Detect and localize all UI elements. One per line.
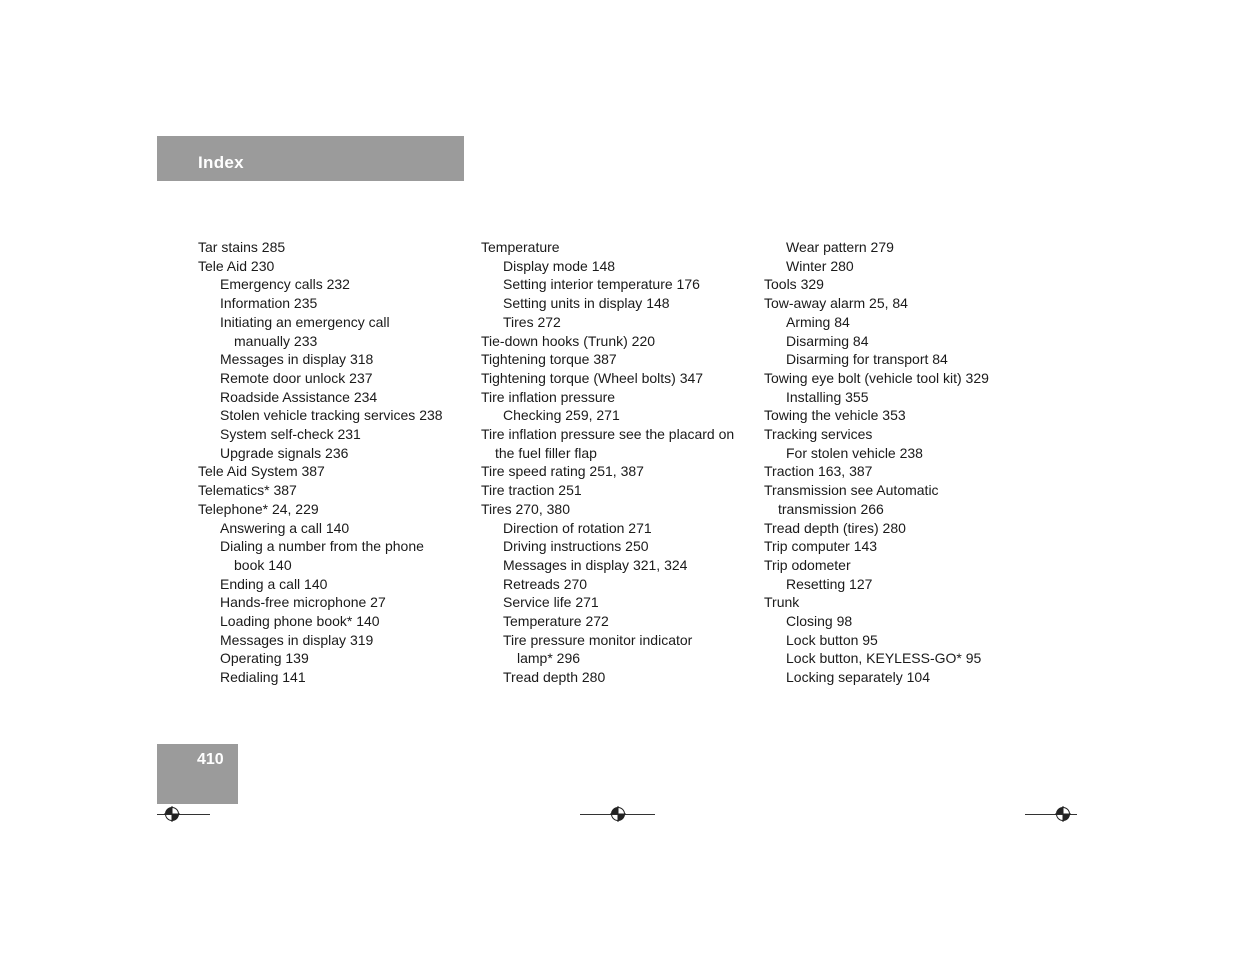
index-subentry (764, 631, 1039, 650)
index-entry (481, 238, 756, 257)
index-entry (481, 481, 756, 500)
index-entry (198, 481, 473, 500)
index-entry-continuation: transmission 266 (778, 500, 884, 517)
index-entry-text: Tightening torque (Wheel bolts) 347 (481, 369, 704, 386)
index-entry-text: Tread depth (tires) 280 (764, 519, 906, 536)
index-entry-continuation: lamp* 296 (517, 650, 581, 667)
index-entry-text: Temperature 272 (503, 613, 609, 630)
index-subentry (481, 519, 756, 538)
index-entry-text: Temperature (481, 239, 560, 255)
index-entry-text: Transmission see Automatic (764, 482, 939, 499)
index-subentry (764, 388, 1039, 407)
index-entry-text: Tightening torque 387 (481, 351, 617, 368)
index-entry (764, 537, 1039, 556)
index-subentry (764, 332, 1039, 351)
index-entry (481, 388, 756, 407)
index-entry-text: Display mode 148 (503, 257, 616, 274)
index-entry-text: Trunk (764, 594, 800, 611)
index-entry-text: Trip odometer (764, 556, 851, 573)
page-number: 410 (197, 751, 224, 768)
index-entry-text: Locking separately 104 (786, 669, 930, 686)
index-entry-text: Installing 355 (786, 388, 869, 405)
index-entry-text: Hands-free microphone 27 (220, 594, 386, 611)
page-title: Index (198, 153, 244, 172)
index-entry (198, 238, 473, 257)
index-entry-text: Tracking services (764, 426, 873, 443)
index-entry (764, 462, 1039, 481)
index-entry-text: Tire speed rating 251, 387 (481, 463, 644, 480)
index-entry (764, 593, 1039, 612)
registration-mark-icon (1025, 801, 1077, 823)
index-subentry (198, 313, 473, 350)
registration-mark-icon (580, 801, 655, 823)
index-entry-text: Emergency calls 232 (220, 276, 350, 293)
index-subentry (198, 444, 473, 463)
index-entry-text: Towing eye bolt (vehicle tool kit) 329 (764, 369, 989, 386)
index-subentry (481, 406, 756, 425)
index-entry-text: Initiating an emergency call (220, 313, 390, 330)
index-entry (481, 425, 756, 462)
index-subentry (481, 612, 756, 631)
index-entry-continuation: book 140 (234, 556, 292, 573)
index-entry-text: Setting units in display 148 (503, 295, 670, 312)
index-entry (764, 369, 1039, 388)
index-subentry (198, 369, 473, 388)
index-entry-text: Wear pattern 279 (786, 239, 894, 255)
index-entry-text: Messages in display 319 (220, 631, 374, 648)
index-subentry (764, 612, 1039, 631)
index-entry-text: Tires 270, 380 (481, 500, 570, 517)
index-entry-text: Remote door unlock 237 (220, 369, 373, 386)
index-entry (764, 556, 1039, 575)
registration-mark-icon (157, 801, 210, 823)
index-subentry (198, 649, 473, 668)
index-entry-text: Tire inflation pressure see the placard on (481, 426, 735, 443)
index-subentry (764, 350, 1039, 369)
index-entry-text: Tire traction 251 (481, 482, 582, 499)
index-entry-text: Retreads 270 (503, 575, 588, 592)
index-subentry (198, 612, 473, 631)
index-entry-text: Disarming 84 (786, 332, 869, 349)
index-subentry (481, 257, 756, 276)
index-subentry (481, 556, 756, 575)
index-entry-text: Resetting 127 (786, 575, 873, 592)
index-entry-text: Tools 329 (764, 276, 824, 293)
index-subentry (764, 575, 1039, 594)
index-subentry (198, 406, 473, 425)
index-subentry (481, 294, 756, 313)
index-entry (198, 462, 473, 481)
index-entry-continuation: the fuel filler flap (495, 444, 597, 461)
index-subentry (481, 668, 756, 687)
index-entry-text: Answering a call 140 (220, 519, 350, 536)
index-entry-text: Lock button, KEYLESS-GO* 95 (786, 650, 982, 667)
index-subentry (764, 444, 1039, 463)
page-number-box (157, 744, 238, 804)
index-entry-text: Tire pressure monitor indicator (503, 631, 693, 648)
index-subentry (481, 275, 756, 294)
index-entry-text: Redialing 141 (220, 669, 306, 686)
index-entry-text: Service life 271 (503, 594, 599, 611)
index-subentry (198, 388, 473, 407)
index-subentry (198, 593, 473, 612)
index-entry-text: Checking 259, 271 (503, 407, 620, 424)
index-subentry (481, 631, 756, 668)
index-subentry (764, 313, 1039, 332)
index-subentry (198, 350, 473, 369)
index-header (157, 136, 464, 181)
index-subentry (198, 668, 473, 687)
index-entry-text: Telephone* 24, 229 (198, 500, 319, 517)
index-subentry (481, 313, 756, 332)
index-entry-text: Messages in display 318 (220, 351, 374, 368)
index-entry (481, 500, 756, 519)
index-entry-text: Information 235 (220, 295, 318, 312)
index-column-2 (481, 238, 756, 687)
index-entry (481, 350, 756, 369)
index-entry (764, 481, 1039, 518)
index-entry-text: Tire inflation pressure (481, 388, 616, 405)
index-column-3 (764, 238, 1039, 687)
index-entry-text: Dialing a number from the phone (220, 538, 424, 555)
index-entry (764, 275, 1039, 294)
index-entry-text: Tow-away alarm 25, 84 (764, 295, 908, 312)
index-entry-text: Winter 280 (786, 257, 854, 274)
index-entry-text: Driving instructions 250 (503, 538, 649, 555)
index-subentry (198, 537, 473, 574)
index-entry-text: Telematics* 387 (198, 482, 297, 499)
index-subentry (481, 593, 756, 612)
index-entry-text: Upgrade signals 236 (220, 444, 349, 461)
index-entry-text: Loading phone book* 140 (220, 613, 380, 630)
index-subentry (764, 649, 1039, 668)
index-entry-text: Tele Aid 230 (198, 257, 275, 274)
index-entry (764, 425, 1039, 444)
index-subentry (481, 537, 756, 556)
index-subentry (764, 668, 1039, 687)
index-entry-text: Tires 272 (503, 313, 561, 330)
index-entry-text: Direction of rotation 271 (503, 519, 652, 536)
index-entry-text: Closing 98 (786, 613, 853, 630)
index-subentry (198, 275, 473, 294)
index-subentry (198, 519, 473, 538)
index-entry (198, 500, 473, 519)
index-subentry (764, 257, 1039, 276)
index-entry-text: Tar stains 285 (198, 239, 286, 255)
index-entry-text: For stolen vehicle 238 (786, 444, 923, 461)
index-subentry (198, 294, 473, 313)
index-entry (764, 519, 1039, 538)
index-subentry (198, 575, 473, 594)
index-entry-text: Trip computer 143 (764, 538, 878, 555)
index-entry-text: Disarming for transport 84 (786, 351, 948, 368)
index-entry-text: Traction 163, 387 (764, 463, 873, 480)
index-entry-continuation: manually 233 (234, 332, 318, 349)
index-entry (481, 369, 756, 388)
index-subentry (764, 238, 1039, 257)
index-entry-text: Tele Aid System 387 (198, 463, 325, 480)
index-entry-text: Roadside Assistance 234 (220, 388, 378, 405)
index-entry-text: Tread depth 280 (503, 669, 606, 686)
index-subentry (481, 575, 756, 594)
index-entry-text: Messages in display 321, 324 (503, 556, 688, 573)
index-entry (764, 294, 1039, 313)
index-entry (481, 462, 756, 481)
index-entry (198, 257, 473, 276)
index-entry-text: System self-check 231 (220, 426, 361, 443)
index-subentry (198, 425, 473, 444)
index-entry-text: Towing the vehicle 353 (764, 407, 906, 424)
index-entry-text: Setting interior temperature 176 (503, 276, 700, 293)
index-subentry (198, 631, 473, 650)
index-column-1 (198, 238, 473, 687)
index-entry-text: Ending a call 140 (220, 575, 328, 592)
index-entry (481, 332, 756, 351)
index-entry-text: Arming 84 (786, 313, 850, 330)
index-entry-text: Lock button 95 (786, 631, 878, 648)
index-entry-text: Tie-down hooks (Trunk) 220 (481, 332, 656, 349)
index-entry (764, 406, 1039, 425)
index-entry-text: Stolen vehicle tracking services 238 (220, 407, 443, 424)
index-entry-text: Operating 139 (220, 650, 309, 667)
